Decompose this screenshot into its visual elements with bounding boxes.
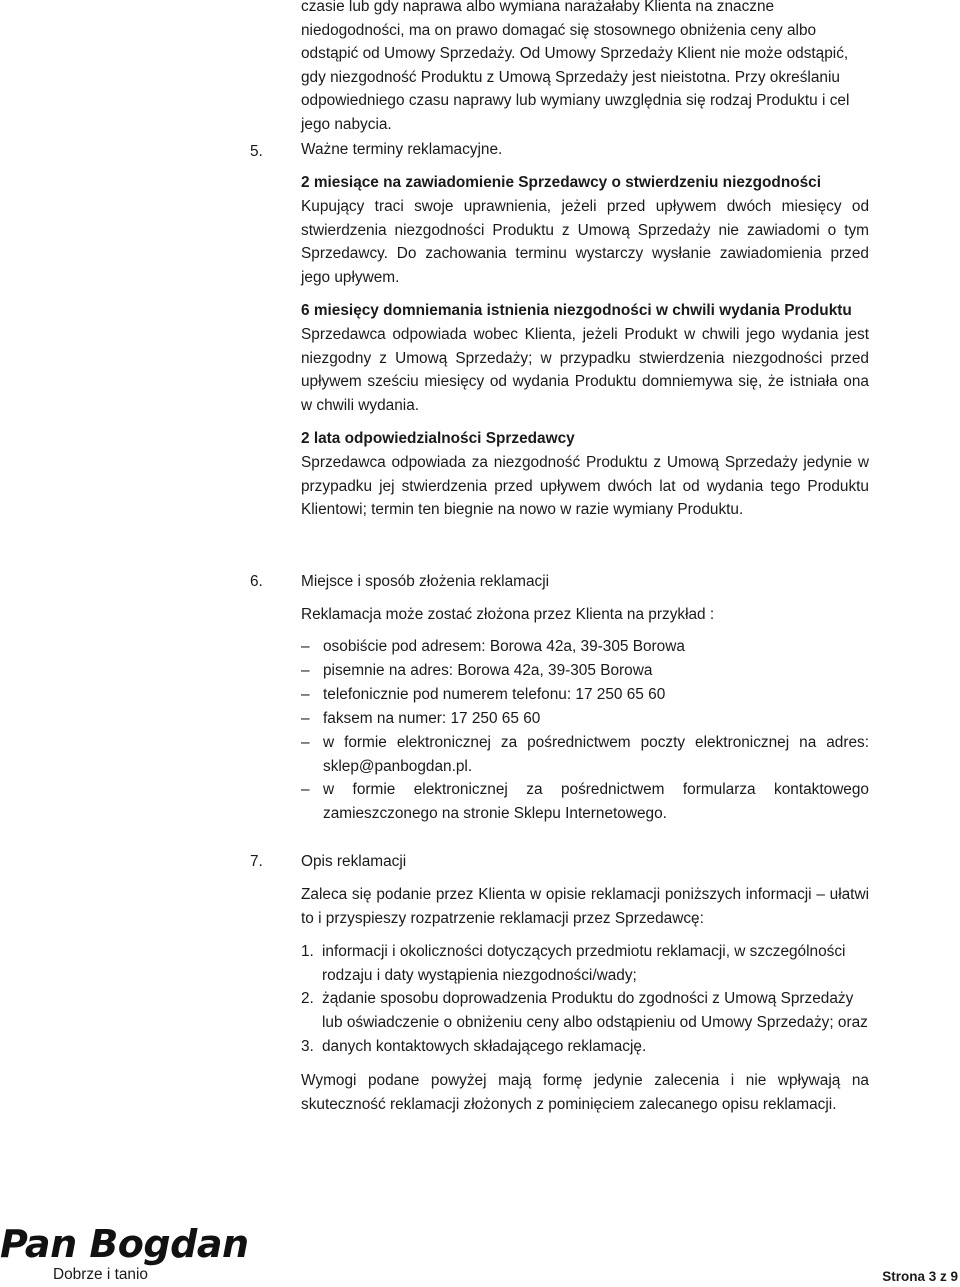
list-item: 2. żądanie sposobu doprowadzenia Produktu do zgodności z Umową Sprzedaży lub oświadczenie o obniżeniu ceny albo odstąpieniu od Umowy Sprzedaży; oraz [301,987,869,1034]
block-text-2-months: Kupujący traci swoje uprawnienia, jeżeli przed upływem dwóch miesięcy od stwierdzenia niezgodności Produktu z Umową Sprzedaży nie zawiadomi o tym Sprzedawcy. Do zachowania terminu wystarczy wysłanie zawiadomienia przed jego upływem. [301,198,869,286]
list-number: 2. [301,990,314,1007]
list-item: – telefonicznie pod numerem telefonu: 17 250 65 60 [301,683,869,707]
dash-marker: – [301,686,310,703]
list-item: – w formie elektronicznej za pośrednictwem formularza kontaktowego zamieszczonego na stronie Sklepu Internetowego. [301,778,869,825]
section-5-number: 5. [250,143,263,160]
section-7-heading: Opis reklamacji [301,853,407,870]
list-item: 1. informacji i okoliczności dotyczących przedmiotu reklamacji, w szczególności rodzaju i daty wystąpienia niezgodności/wady; [301,940,869,987]
brand-logo: Pan Bogdan [0,1222,249,1266]
intro-paragraph: czasie lub gdy naprawa albo wymiana narażałaby Klienta na znaczne niedogodności, ma on prawo domagać się stosownego obniżenia ceny albo odstąpić od Umowy Sprzedaży. Od Umowy Sprzedaży Klient nie może odstąpić, gdy niezgodność Produktu z Umową Sprzedaży jest nieistotna. Przy określaniu odpowiedniego czasu naprawy lub wymiany uwzględnia się rodzaj Produktu i cel jego nabycia. [301,0,850,133]
list-item: – osobiście pod adresem: Borowa 42a, 39-305 Borowa [301,635,869,659]
list-item: – w formie elektronicznej za pośrednictwem poczty elektronicznej na adres: sklep@panbogdan.pl. [301,731,869,778]
block-title-2-years: 2 lata odpowiedzialności Sprzedawcy [301,430,575,447]
dash-marker: – [301,734,310,751]
brand-tagline: Dobrze i tanio [53,1266,148,1283]
section-5-heading: Ważne terminy reklamacyjne. [301,141,503,158]
dash-marker: – [301,638,310,655]
dash-marker: – [301,662,310,679]
block-title-6-months: 6 miesięcy domniemania istnienia niezgodności w chwili wydania Produktu [301,302,852,319]
section-6-heading: Miejsce i sposób złożenia reklamacji [301,573,550,590]
page-number: Strona 3 z 9 [882,1269,958,1284]
dash-marker: – [301,781,310,798]
list-item: – pisemnie na adres: Borowa 42a, 39-305 Borowa [301,659,869,683]
section-6-number: 6. [250,573,263,590]
section-7-lead: Zaleca się podanie przez Klienta w opisie reklamacji poniższych informacji – ułatwi to i przyspieszy rozpatrzenie reklamacji przez Sprzedawcę: [301,886,869,927]
section-6-lead: Reklamacja może zostać złożona przez Klienta na przykład : [301,606,715,623]
block-title-2-months: 2 miesiące na zawiadomienie Sprzedawcy o stwierdzeniu niezgodności [301,174,822,191]
list-item: – faksem na numer: 17 250 65 60 [301,707,869,731]
list-item: 3. danych kontaktowych składającego reklamację. [301,1035,869,1059]
list-number: 3. [301,1038,314,1055]
block-text-6-months: Sprzedawca odpowiada wobec Klienta, jeżeli Produkt w chwili jego wydania jest niezgodny z Umową Sprzedaży; w przypadku stwierdzenia niezgodności przed upływem sześciu miesięcy od wydania Produktu domniemywa się, że istniała ona w chwili wydania. [301,326,869,414]
block-text-2-years: Sprzedawca odpowiada za niezgodność Produktu z Umową Sprzedaży jedynie w przypadku jej stwierdzenia przed upływem dwóch lat od wydania tego Produktu Klientowi; termin ten biegnie na nowo w razie wymiany Produktu. [301,454,869,519]
section-7-number: 7. [250,853,263,870]
list-number: 1. [301,943,314,960]
dash-marker: – [301,710,310,727]
section-7-closing: Wymogi podane powyżej mają formę jedynie zalecenia i nie wpływają na skuteczność reklamacji złożonych z pominięciem zalecanego opisu reklamacji. [301,1072,869,1113]
